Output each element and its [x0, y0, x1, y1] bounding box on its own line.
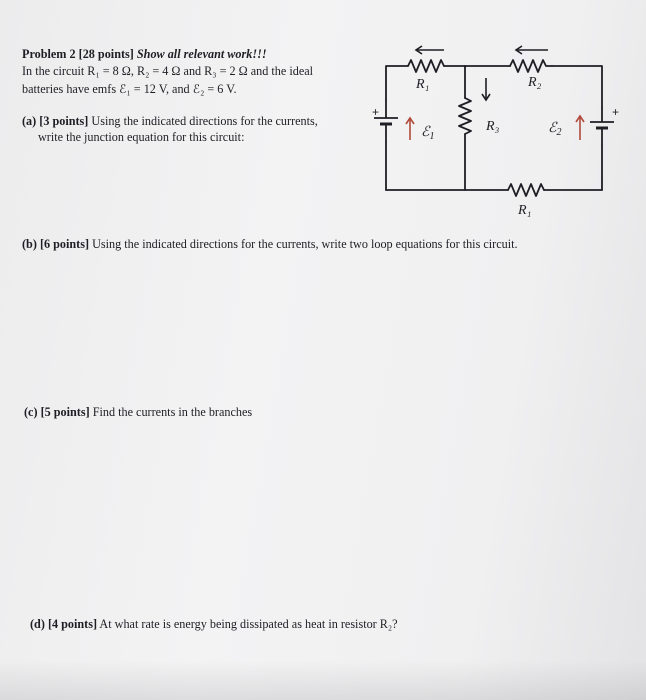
part-a-text-line2: write the junction equation for this circuit: — [38, 130, 245, 144]
current-arrow-top-right — [516, 46, 548, 54]
problem-given-values: In the circuit R₁ = 8 Ω, R₂ = 4 Ω and R₃ = 2 Ω and the ideal — [22, 64, 314, 78]
part-c-text: Find the currents in the branches — [92, 405, 253, 419]
label-plus-right: + — [612, 105, 620, 119]
resistor-r3 — [459, 98, 471, 134]
part-d-text: At what rate is energy being dissipated as heat in resistor R₂? — [99, 617, 398, 631]
problem-heading-prefix: Problem 2 [28 points] — [22, 47, 134, 61]
current-arrow-emf1 — [406, 118, 414, 140]
current-arrow-top-left — [416, 46, 444, 54]
resistor-r1-bottom — [508, 184, 544, 196]
part-d-label: (d) [4 points] — [30, 617, 98, 631]
wire-mid-junction-top — [465, 66, 510, 67]
label-r1-top: R₁ — [416, 77, 430, 92]
label-emf2 — [548, 121, 561, 138]
wire-top-right — [552, 66, 602, 108]
emf1-subscript: 1 — [429, 131, 435, 142]
part-b-label: (b) [6 points] — [22, 237, 90, 251]
resistor-r1-top — [408, 60, 444, 72]
label-r2: R₂ — [528, 75, 542, 90]
wire-top-left — [386, 66, 408, 100]
part-a-text-line1: Using the indicated directions for the currents, — [91, 114, 318, 128]
emf1-symbol: ℰ — [421, 125, 430, 140]
part-c-label: (c) [5 points] — [24, 405, 90, 419]
emf2-subscript: 2 — [556, 127, 562, 138]
part-b-text: Using the indicated directions for the currents, write two loop equations for this circuit. — [92, 237, 518, 251]
battery-emf2 — [590, 108, 614, 146]
label-plus-left: + — [372, 105, 380, 119]
problem-given-emfs: batteries have emfs ℰ₁ = 12 V, and ℰ₂ = 6 V. — [22, 82, 237, 96]
label-emf1 — [421, 125, 434, 142]
current-arrow-emf2 — [576, 116, 584, 140]
current-arrow-middle — [482, 78, 490, 100]
label-r3: R₃ — [486, 119, 500, 134]
problem-heading-emphasis: Show all relevant work!!! — [136, 47, 267, 61]
resistor-r2 — [510, 60, 552, 72]
label-r1-bottom: R₁ — [518, 203, 532, 218]
part-a-label: (a) [3 points] — [22, 114, 89, 128]
emf2-symbol: ℰ — [548, 121, 557, 136]
